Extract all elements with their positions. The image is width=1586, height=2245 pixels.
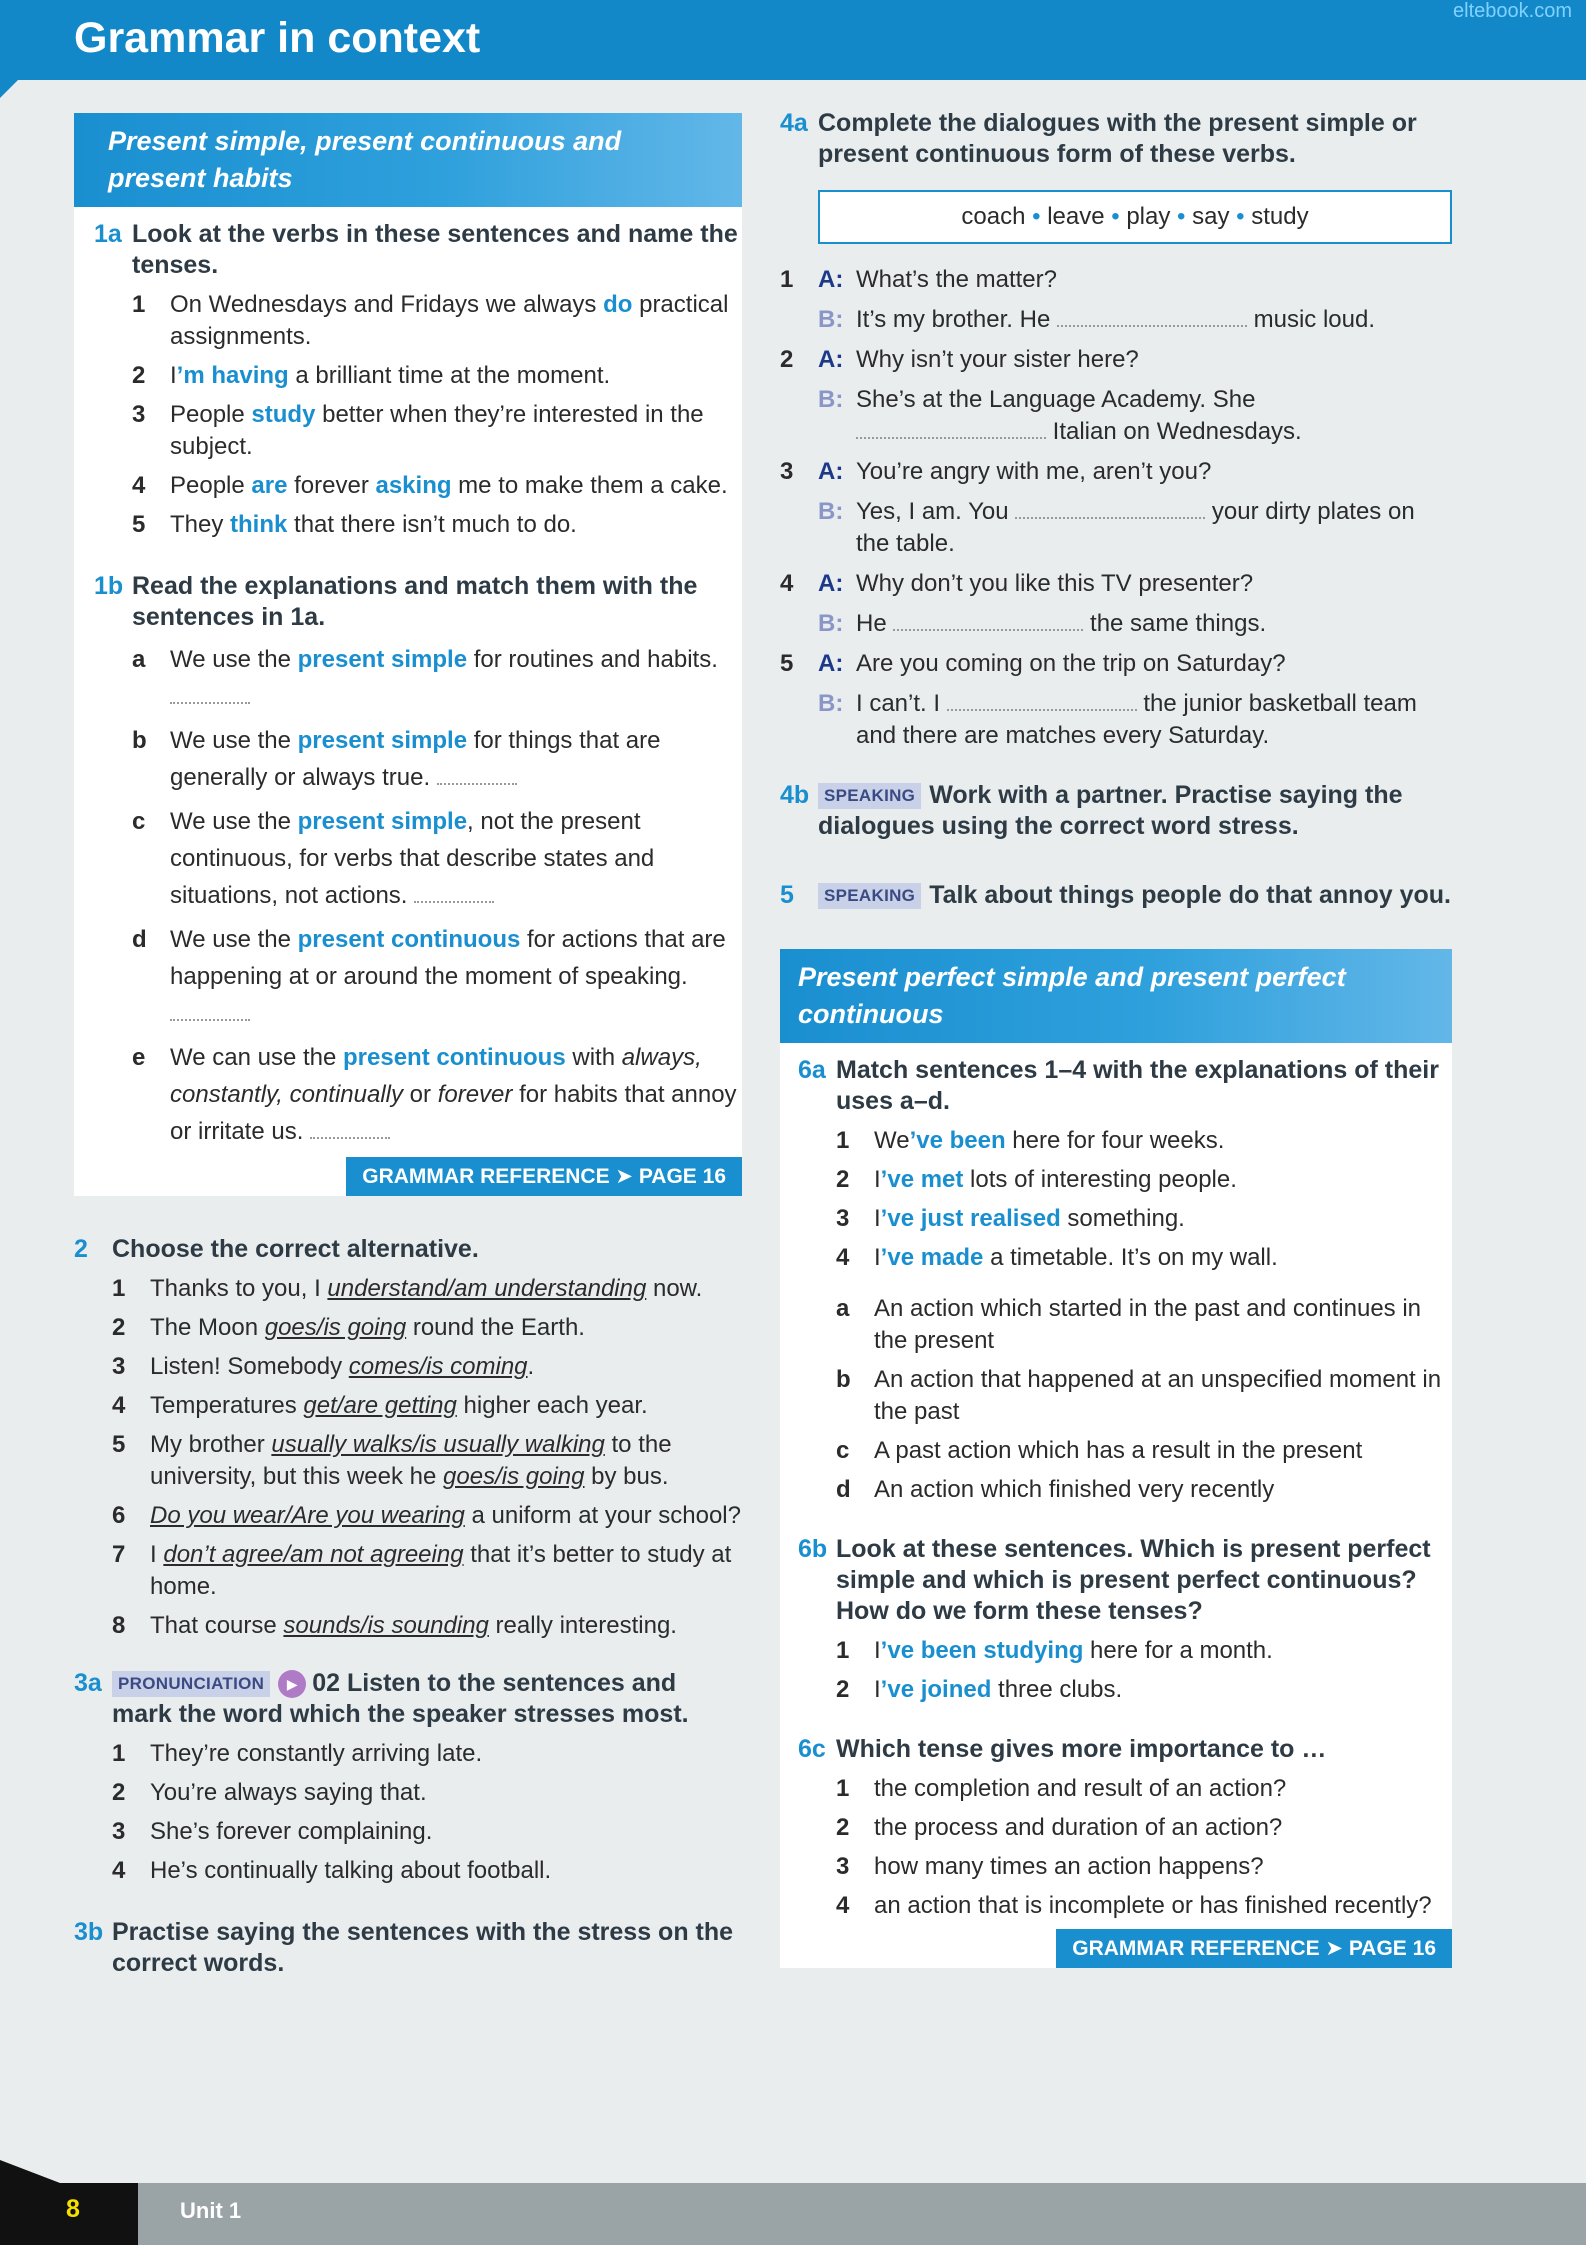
exercise-4b-heading bbox=[780, 780, 1452, 842]
exercise-number: 4b bbox=[780, 781, 810, 809]
answer-blank[interactable] bbox=[947, 709, 1137, 711]
dialogue-line: 1 A: What’s the matter? bbox=[780, 266, 1057, 293]
dialogue-line: 2 A: Why isn’t your sister here? bbox=[780, 346, 1139, 373]
explanation-item: a We use the present simple for routines and habits. bbox=[132, 641, 742, 715]
exercise-4a-heading bbox=[780, 108, 1452, 170]
sentence-item: 1 On Wednesdays and Fridays we always do practical assignments. bbox=[132, 291, 729, 350]
sentence-item: 2 I’m having a brilliant time at the moment. bbox=[132, 362, 611, 389]
exercise-number: 2 bbox=[74, 1235, 88, 1263]
exercise-number: 1b bbox=[94, 572, 124, 600]
sentence-item: 4 I’ve made a timetable. It’s on my wall. bbox=[836, 1244, 1278, 1271]
watermark[interactable]: eltebook.com bbox=[1453, 0, 1572, 22]
choice-item: 3 Listen! Somebody comes/is coming. bbox=[112, 1353, 535, 1380]
grammar-reference-link[interactable]: GRAMMAR REFERENCE ➤ PAGE 16 bbox=[1056, 1929, 1452, 1968]
panel-present-habits bbox=[74, 113, 742, 1196]
exercise-1a-heading bbox=[94, 219, 742, 281]
unit-label: Unit 1 bbox=[180, 2198, 242, 2223]
sentence-item: 3 She’s forever complaining. bbox=[112, 1818, 433, 1845]
choice-item: 5 My brother usually walks/is usually walking to the university, but this week he goes/is going by bus. bbox=[112, 1431, 672, 1490]
explanation-item: b An action that happened at an unspecified moment in the past bbox=[836, 1366, 1442, 1425]
question-item: 2 the process and duration of an action? bbox=[836, 1814, 1283, 1841]
sentence-item: 1 We’ve been here for four weeks. bbox=[836, 1127, 1225, 1154]
explanation-item: c A past action which has a result in the present bbox=[836, 1437, 1363, 1464]
sentence-item: 4 He’s continually talking about football. bbox=[112, 1857, 552, 1884]
question-item: 3 how many times an action happens? bbox=[836, 1853, 1264, 1880]
explanation-item: d An action which finished very recently bbox=[836, 1476, 1275, 1503]
choice-option[interactable]: sounds/is sounding bbox=[283, 1612, 489, 1639]
answer-blank[interactable] bbox=[437, 783, 517, 785]
panel-present-perfect bbox=[780, 949, 1452, 1968]
exercise-instruction: Work with a partner. Practise saying the dialogues using the correct word stress. bbox=[818, 781, 1403, 840]
exercise-2-heading bbox=[74, 1234, 742, 1265]
choice-item: 7 I don’t agree/am not agreeing that it’s better to study at home. bbox=[112, 1541, 732, 1600]
exercise-5-heading bbox=[780, 880, 1452, 911]
choice-item: 4 Temperatures get/are getting higher each year. bbox=[112, 1392, 648, 1419]
dialogue-line: B: It’s my brother. He music loud. bbox=[818, 306, 1376, 333]
speaking-tag: SPEAKING bbox=[818, 783, 921, 809]
exercise-1b-heading bbox=[94, 571, 742, 633]
speaking-tag: SPEAKING bbox=[818, 883, 921, 909]
dialogue-line: 3 A: You’re angry with me, aren’t you? bbox=[780, 458, 1212, 485]
exercise-instruction: Talk about things people do that annoy you. bbox=[929, 881, 1451, 909]
audio-track: 02 bbox=[312, 1669, 341, 1697]
answer-blank[interactable] bbox=[856, 437, 1046, 439]
exercise-instruction: Complete the dialogues with the present simple or present continuous form of these verbs. bbox=[818, 109, 1417, 168]
explanation-item: d We use the present continuous for actions that are happening at or around the moment of speaking. bbox=[132, 921, 742, 1032]
sentence-item: 3 I’ve just realised something. bbox=[836, 1205, 1185, 1232]
exercise-instruction: Look at the verbs in these sentences and name the tenses. bbox=[132, 220, 738, 279]
choice-option[interactable]: goes/is going bbox=[264, 1314, 407, 1341]
pronunciation-tag: PRONUNCIATION bbox=[112, 1671, 270, 1697]
header-corner bbox=[0, 80, 18, 98]
exercise-instruction: Practise saying the sentences with the stress on the correct words. bbox=[112, 1918, 734, 1977]
choice-option[interactable]: Do you wear/Are you wearing bbox=[150, 1502, 465, 1529]
left-column bbox=[74, 113, 742, 1987]
choice-item: 2 The Moon goes/is going round the Earth. bbox=[112, 1314, 585, 1341]
exercise-number: 4a bbox=[780, 109, 808, 137]
choice-item: 6 Do you wear/Are you wearing a uniform at your school? bbox=[112, 1502, 741, 1529]
dialogue-line: B: He the same things. bbox=[818, 610, 1267, 637]
exercise-instruction: Look at these sentences. Which is present perfect simple and which is present perfect continuous? How do we form these tenses? bbox=[836, 1535, 1431, 1625]
page-title: Grammar in context bbox=[74, 14, 481, 62]
exercise-instruction: Read the explanations and match them with the sentences in 1a. bbox=[132, 572, 698, 631]
exercise-number: 3b bbox=[74, 1918, 104, 1946]
right-column bbox=[780, 108, 1452, 1968]
grammar-reference-link[interactable]: GRAMMAR REFERENCE ➤ PAGE 16 bbox=[346, 1157, 742, 1196]
sentence-item: 1 I’ve been studying here for a month. bbox=[836, 1637, 1273, 1664]
sentence-item: 1 They’re constantly arriving late. bbox=[112, 1740, 483, 1767]
exercise-instruction: Listen to the sentences and mark the word which the speaker stresses most. bbox=[112, 1669, 689, 1728]
question-item: 1 the completion and result of an action? bbox=[836, 1775, 1287, 1802]
dialogue-line: B: I can’t. I the junior basketball team and there are matches every Saturday. bbox=[818, 690, 1417, 749]
exercise-number: 6a bbox=[798, 1056, 826, 1084]
exercise-6c-heading bbox=[798, 1734, 1442, 1765]
dialogues bbox=[780, 264, 1452, 752]
explanation-item: c We use the present simple, not the present continuous, for verbs that describe states and situations, not actions. bbox=[132, 808, 655, 909]
answer-blank[interactable] bbox=[310, 1137, 390, 1139]
choice-option[interactable]: don’t agree/am not agreeing bbox=[163, 1541, 464, 1568]
answer-blank[interactable] bbox=[1015, 517, 1205, 519]
dialogue-line: B: Yes, I am. You your dirty plates on the table. bbox=[818, 498, 1415, 557]
sentence-item: 2 You’re always saying that. bbox=[112, 1779, 427, 1806]
exercise-6b-heading bbox=[798, 1534, 1442, 1627]
dialogue-line: 5 A: Are you coming on the trip on Saturday? bbox=[780, 650, 1286, 677]
answer-blank[interactable] bbox=[414, 901, 494, 903]
choice-option[interactable]: usually walks/is usually walking bbox=[271, 1431, 605, 1458]
sentence-item: 2 I’ve met lots of interesting people. bbox=[836, 1166, 1237, 1193]
choice-option[interactable]: goes/is going bbox=[443, 1463, 585, 1490]
explanation-item: b We use the present simple for things that are generally or always true. bbox=[132, 727, 661, 791]
panel-title: Present perfect simple and present perfect continuous bbox=[780, 949, 1452, 1043]
explanation-item: a An action which started in the past and continues in the present bbox=[836, 1295, 1422, 1354]
explanation-item: e We can use the present continuous with always, constantly, continually or forever for habits that annoy or irritate us. bbox=[132, 1044, 737, 1145]
dialogue-line: B: She’s at the Language Academy. She Italian on Wednesdays. bbox=[818, 386, 1302, 445]
exercise-instruction: Match sentences 1–4 with the explanations of their uses a–d. bbox=[836, 1056, 1439, 1115]
choice-item: 1 Thanks to you, I understand/am understanding now. bbox=[112, 1275, 703, 1302]
exercise-number: 5 bbox=[780, 881, 794, 909]
footer-corner bbox=[0, 2160, 60, 2183]
exercise-3a-heading bbox=[74, 1668, 742, 1730]
exercise-number: 1a bbox=[94, 220, 122, 248]
exercise-number: 3a bbox=[74, 1669, 102, 1697]
answer-blank[interactable] bbox=[893, 629, 1083, 631]
play-audio-icon[interactable]: ▶ bbox=[278, 1670, 306, 1698]
answer-blank[interactable] bbox=[170, 1019, 250, 1021]
sentence-item: 5 They think that there isn’t much to do. bbox=[132, 511, 577, 538]
exercise-number: 6b bbox=[798, 1535, 828, 1563]
exercise-3b-heading bbox=[74, 1917, 742, 1979]
exercise-instruction: Choose the correct alternative. bbox=[112, 1235, 479, 1263]
choice-option[interactable]: get/are getting bbox=[303, 1392, 457, 1419]
word-box: coach • leave • play • say • study bbox=[818, 190, 1452, 244]
answer-blank[interactable] bbox=[1057, 325, 1247, 327]
dialogue-line: 4 A: Why don’t you like this TV presenter? bbox=[780, 570, 1254, 597]
sentence-item: 2 I’ve joined three clubs. bbox=[836, 1676, 1123, 1703]
sentence-item: 4 People are forever asking me to make them a cake. bbox=[132, 472, 728, 499]
panel-title: Present simple, present continuous and present habits bbox=[74, 113, 742, 207]
question-item: 4 an action that is incomplete or has finished recently? bbox=[836, 1892, 1432, 1919]
sentence-item: 3 People study better when they’re interested in the subject. bbox=[132, 401, 704, 460]
answer-blank[interactable] bbox=[170, 702, 250, 704]
exercise-6a-heading bbox=[798, 1055, 1442, 1117]
page-number: 8 bbox=[66, 2195, 80, 2223]
exercise-instruction: Which tense gives more importance to … bbox=[836, 1735, 1327, 1763]
choice-option[interactable]: comes/is coming bbox=[348, 1353, 528, 1380]
choice-option[interactable]: understand/am understanding bbox=[327, 1275, 647, 1302]
exercise-number: 6c bbox=[798, 1735, 826, 1763]
choice-item: 8 That course sounds/is sounding really interesting. bbox=[112, 1612, 677, 1639]
